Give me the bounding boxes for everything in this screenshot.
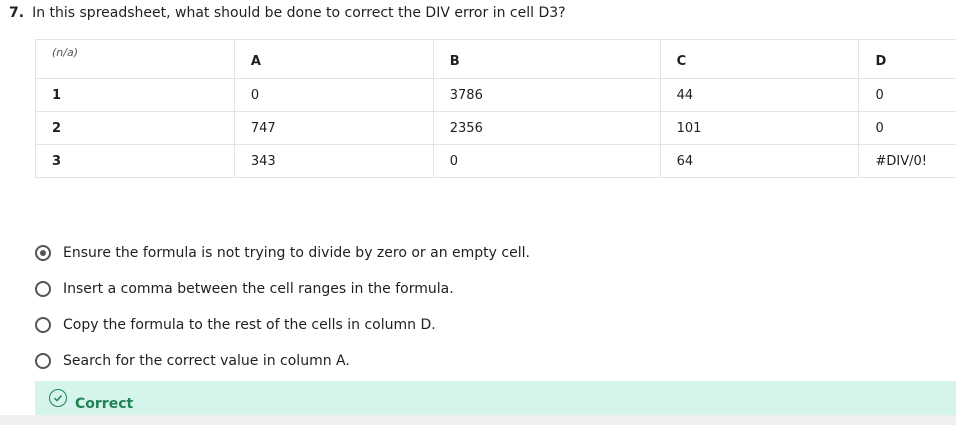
answer-option-3[interactable] bbox=[35, 307, 530, 343]
table-row bbox=[36, 112, 956, 145]
question-text: In this spreadsheet, what should be done to correct the DIV error in cell D3? bbox=[32, 5, 566, 21]
cell: 64 bbox=[660, 145, 859, 178]
cell: 3786 bbox=[433, 79, 660, 112]
option-label: Insert a comma between the cell ranges in the formula. bbox=[63, 281, 454, 297]
feedback-banner bbox=[35, 381, 956, 415]
feedback-label: Correct bbox=[75, 396, 134, 412]
cell: 0 bbox=[859, 112, 956, 145]
option-label: Search for the correct value in column A. bbox=[63, 353, 350, 369]
answer-options bbox=[35, 235, 530, 379]
error-cell: #DIV/0! bbox=[859, 145, 956, 178]
column-header: D bbox=[859, 40, 956, 79]
answer-option-1[interactable] bbox=[35, 235, 530, 271]
radio-icon[interactable] bbox=[35, 281, 51, 297]
question-prompt bbox=[9, 3, 566, 23]
radio-icon[interactable] bbox=[35, 353, 51, 369]
bottom-divider bbox=[0, 415, 956, 425]
cell: 0 bbox=[859, 79, 956, 112]
cell: 44 bbox=[660, 79, 859, 112]
cell: 2356 bbox=[433, 112, 660, 145]
option-label: Ensure the formula is not trying to divide by zero or an empty cell. bbox=[63, 245, 530, 261]
column-header: C bbox=[660, 40, 859, 79]
cell: 0 bbox=[234, 79, 433, 112]
row-header: 1 bbox=[36, 79, 235, 112]
column-header: B bbox=[433, 40, 660, 79]
question-number: 7. bbox=[9, 5, 25, 21]
table-row bbox=[36, 145, 956, 178]
table-row bbox=[36, 79, 956, 112]
answer-option-4[interactable] bbox=[35, 343, 530, 379]
answer-option-2[interactable] bbox=[35, 271, 530, 307]
option-label: Copy the formula to the rest of the cells in column D. bbox=[63, 317, 436, 333]
cell: 343 bbox=[234, 145, 433, 178]
radio-icon[interactable] bbox=[35, 317, 51, 333]
corner-cell: (n/a) bbox=[36, 40, 235, 79]
row-header: 3 bbox=[36, 145, 235, 178]
cell: 747 bbox=[234, 112, 433, 145]
radio-selected-icon[interactable] bbox=[35, 245, 51, 261]
header-row bbox=[36, 40, 956, 79]
cell: 101 bbox=[660, 112, 859, 145]
cell: 0 bbox=[433, 145, 660, 178]
row-header: 2 bbox=[36, 112, 235, 145]
check-circle-icon bbox=[49, 389, 67, 407]
spreadsheet-table bbox=[35, 39, 956, 178]
column-header: A bbox=[234, 40, 433, 79]
